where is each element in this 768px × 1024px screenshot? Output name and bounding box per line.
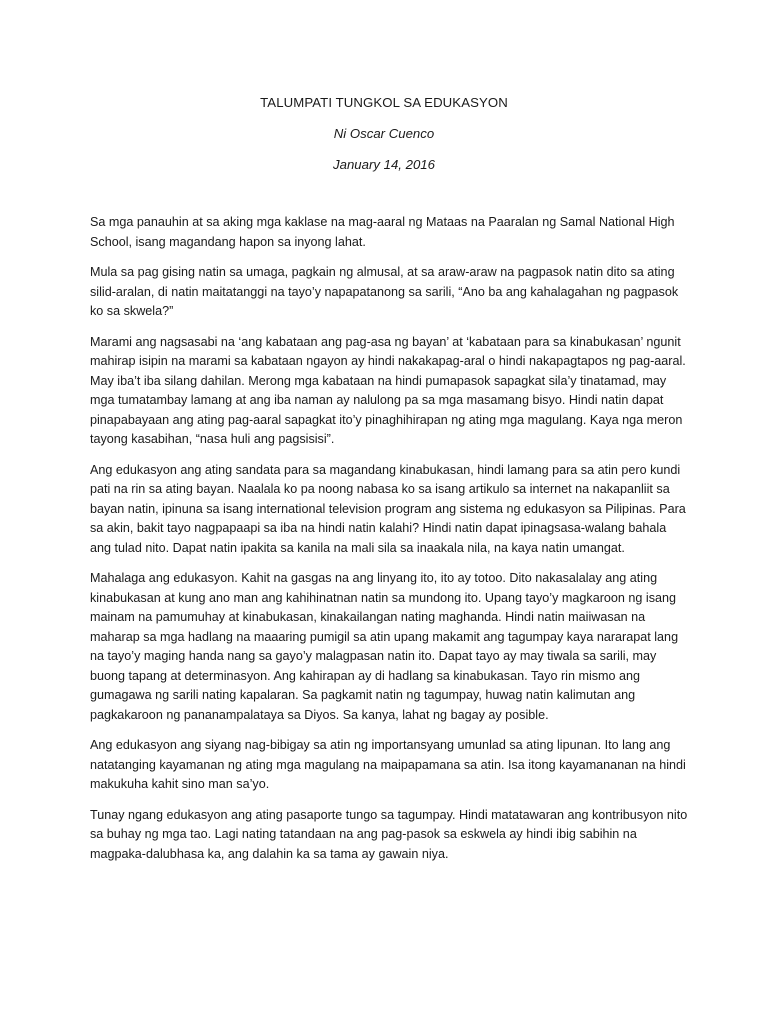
document-title: TALUMPATI TUNGKOL SA EDUKASYON bbox=[260, 95, 508, 110]
paragraph-treasure: Ang edukasyon ang siyang nag-bibigay sa atin ng importansyang umunlad sa ating lipunan. Ito lang ang natatanging kayamanan ng ating mga magulang na maipapamana sa atin. Isa itong kayamananan na hindi makukuha kahit sino man sa’yo. bbox=[90, 738, 686, 791]
paragraph-passport: Tunay ngang edukasyon ang ating pasaporte tungo sa tagumpay. Hindi matatawaran ang kontribusyon nito sa buhay ng mga tao. Lagi nating tatandaan na ang pag-pasok sa eskwela ay hindi ibig sabihin na magpaka-dalubhasa ka, ang dalahin ka sa tama ay gawain niya. bbox=[90, 807, 688, 861]
paragraph-greeting: Sa mga panauhin at sa aking mga kaklase na mag-aaral ng Mataas na Paaralan ng Samal National High School, isang magandang hapon sa inyong lahat. bbox=[90, 215, 675, 249]
paragraph-weapon: Ang edukasyon ang ating sandata para sa magandang kinabukasan, hindi lamang para sa atin pero kundi pati na rin sa ating bayan. Naalala ko pa noong nabasa ko sa isang artikulo sa internet na nakapanliit sa bayan natin, ipinuna sa isang international television program ang sistema ng edukasyon sa Pilipinas. Para sa akin, bakit tayo nagpapaapi sa iba na hindi natin kalahi? Hindi natin dapat ipinagsasa-walang bahala ang tulad nito. Dapat natin ipakita sa kanila na mali sila sa inaakala nila, na kaya natin umangat. bbox=[90, 462, 686, 555]
document-author: Ni Oscar Cuenco bbox=[333, 126, 435, 141]
document-body bbox=[90, 213, 690, 875]
paragraph-youth: Marami ang nagsasabi na ‘ang kabataan ang pag-asa ng bayan’ at ‘kabataan para sa kinabukasan’ ngunit mahirap isipin na marami sa kabataan ngayon ay hindi nakakapag-aral o hindi nakapagtapos ng pag-aaral. May iba’t iba silang dahilan. Merong mga kabataan na hindi pumapasok sapagkat sila’y tinatamad, may mga tumatambay lamang at ang iba naman ay nalulong pa sa mga masamang bisyo. Hindi natin dapat pinapabayaan ang ating pag-aaral sapagkat ito’y pinaghihirapan ng ating mga magulang. Kaya nga meron tayong kasabihan, “nasa huli ang pagsisisi”. bbox=[90, 334, 686, 446]
paragraph-importance: Mahalaga ang edukasyon. Kahit na gasgas na ang linyang ito, ito ay totoo. Dito nakasalalay ang ating kinabukasan at kung ano man ang kahihinatnan natin sa mundong ito. Upang tayo’y magkaroon ng isang mainam na pamumuhay at kinabukasan, kinakailangan nating maghanda. Hindi natin maiiwasan na maharap sa mga hadlang na maaaring pumigil sa atin upang makamit ang tagumpay kaya nararapat lang na tayo’y maging handa nang sa gayo’y malagpasan natin ito. Dapat tayo ay may tiwala sa sarili, may buong tapang at determinasyon. Ang kahirapan ay di hadlang sa kinabukasan. Tayo rin mismo ang gumagawa ng sarili nating kapalaran. Sa pagkamit natin ng tagumpay, huwag natin kalimutan ang pagkakaroon ng pananampalataya sa Diyos. Sa kanya, lahat ng bagay ay posible. bbox=[90, 571, 679, 722]
document-date: January 14, 2016 bbox=[333, 157, 435, 172]
paragraph-question: Mula sa pag gising natin sa umaga, pagkain ng almusal, at sa araw-araw na pagpasok natin dito sa ating silid-aralan, di natin maitatanggi na tayo’y napapatanong sa sarili, “Ano ba ang kahalagahan ng pagpasok ko sa skwela?” bbox=[90, 265, 679, 318]
